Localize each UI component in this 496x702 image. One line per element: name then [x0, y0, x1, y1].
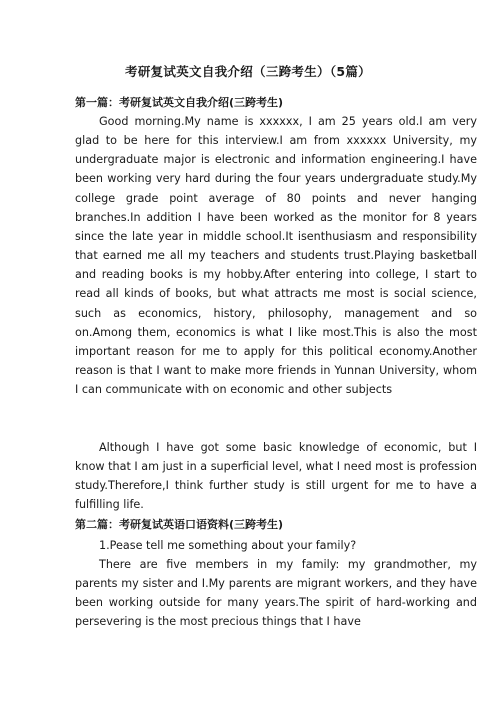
document-title: 考研复试英文自我介绍（三跨考生）（5篇） — [125, 64, 371, 79]
section-heading-2: 第二篇：考研复试英语口语资料(三跨考生) — [75, 518, 284, 531]
paragraph-1-1: Good morning.My name is xxxxxx, I am 25 years old.I am very glad to be here for this interview.I am from xxxxxx University, my undergraduate major is electronic and information engineering.I have been working very hard during the four years undergraduate study.My college grade point average of 80 points and never hanging branches.In addition I have been worked as the monitor for 8 years since the late year in middle school.It isenthusiasm and responsibility that earned me all my teachers and students trust.Playing basketball and reading books is my hobby.After entering into college, I start to read all kinds of books, but what attracts me most is social science, such as economics, history, philosophy, management and so on.Among them, economics is what I like most.This is also the most important reason for me to apply for this political economy.Another reason is that I want to make more friends in Yunnan University, whom I can communicate with on economic and other subjects — [75, 115, 477, 397]
section-heading-1: 第一篇：考研复试英文自我介绍(三跨考生) — [75, 96, 284, 109]
paragraph-2-1: 1.Pease tell me something about your family? — [99, 539, 357, 552]
paragraph-1-2: Although I have got some basic knowledge of economic, but I know that I am just in a superficial level, what I need most is profession study.Therefore,I think further study is still urgent for me to have a fulfilling life. — [75, 441, 477, 512]
paragraph-2-2: There are five members in my family: my grandmother, my parents my sister and I.My parents are migrant workers, and they have been working outside for many years.The spirit of hard-working and persevering is the most precious things that I have — [75, 558, 477, 629]
